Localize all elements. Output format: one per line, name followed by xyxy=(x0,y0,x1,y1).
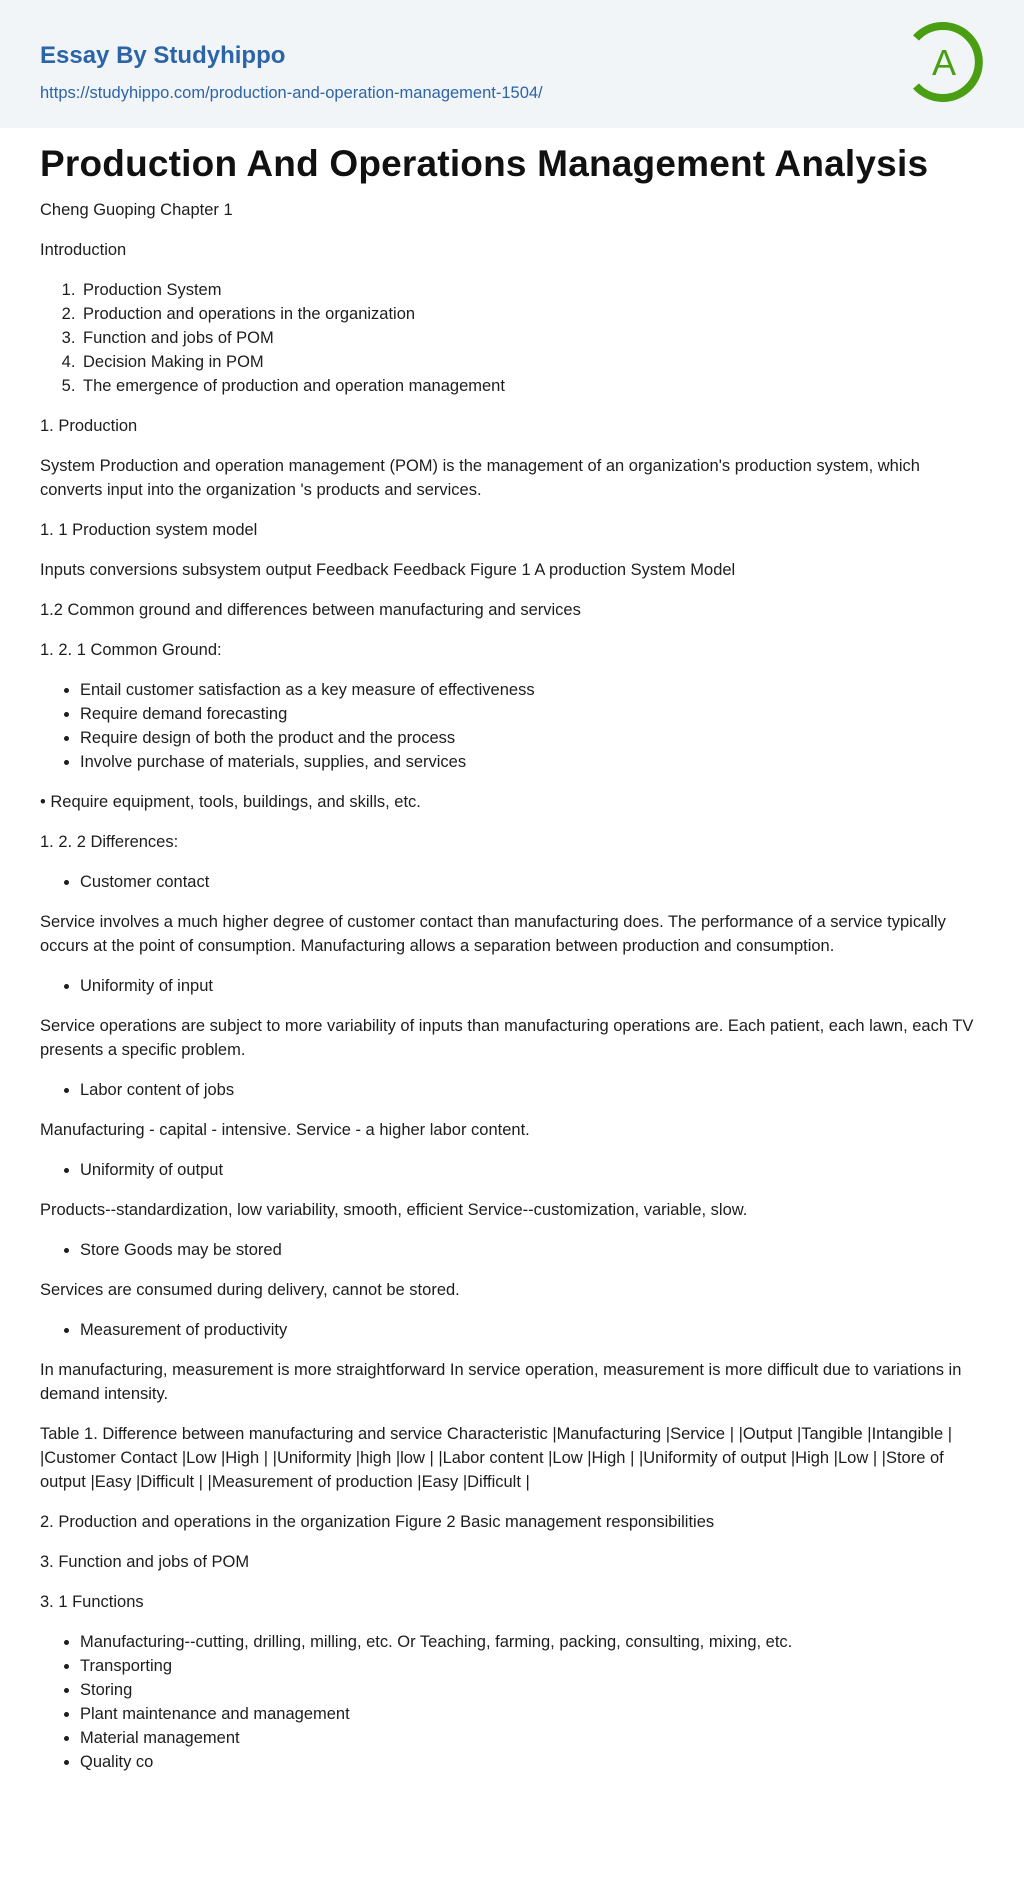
list-item: 3. Function and jobs of POM xyxy=(80,326,984,350)
page-title: Production And Operations Management Analysis xyxy=(40,143,929,184)
bullet-list xyxy=(40,1630,984,1774)
source-url-link[interactable]: https://studyhippo.com/production-and-operation-management-1504/ xyxy=(40,84,543,102)
list-item: • Customer contact xyxy=(80,870,984,894)
list-item: • Entail customer satisfaction as a key measure of effectiveness xyxy=(80,678,984,702)
list-item: • Require demand forecasting xyxy=(80,702,984,726)
bullet-list xyxy=(40,1318,984,1342)
logo-letter: A xyxy=(931,42,957,83)
paragraph: • Require equipment, tools, buildings, and skills, etc. xyxy=(40,793,421,811)
list-item: • Plant maintenance and management xyxy=(80,1702,984,1726)
bullet-list xyxy=(40,1238,984,1262)
studyhippo-logo-icon[interactable] xyxy=(902,20,986,104)
site-header xyxy=(0,0,1024,128)
bullet-list xyxy=(40,870,984,894)
list-item: • Storing xyxy=(80,1678,984,1702)
essay-body xyxy=(40,198,984,1774)
list-item: 2. Production and operations in the organization xyxy=(80,302,984,326)
bullet-list xyxy=(40,1078,984,1102)
paragraph: 2. Production and operations in the organization Figure 2 Basic management responsibilities xyxy=(40,1513,715,1531)
list-item: • Material management xyxy=(80,1726,984,1750)
paragraph: Manufacturing - capital - intensive. Service - a higher labor content. xyxy=(40,1121,530,1139)
brand-title: Essay By Studyhippo xyxy=(40,42,286,69)
list-item: • Involve purchase of materials, supplies, and services xyxy=(80,750,984,774)
list-item: 1. Production System xyxy=(80,278,984,302)
paragraph: Service operations are subject to more variability of inputs than manufacturing operations are. Each patient, each lawn, each TV presents a specific problem. xyxy=(40,1017,974,1059)
essay-content xyxy=(0,128,1024,1774)
paragraph: 1. 2. 2 Differences: xyxy=(40,833,179,851)
list-item: • Measurement of productivity xyxy=(80,1318,984,1342)
list-item: 5. The emergence of production and operation management xyxy=(80,374,984,398)
bullet-list xyxy=(40,974,984,998)
list-item: • Store Goods may be stored xyxy=(80,1238,984,1262)
list-item: • Labor content of jobs xyxy=(80,1078,984,1102)
bullet-list xyxy=(40,678,984,774)
paragraph: In manufacturing, measurement is more straightforward In service operation, measurement is more difficult due to variations in demand intensity. xyxy=(40,1361,962,1403)
paragraph: 3. Function and jobs of POM xyxy=(40,1553,250,1571)
paragraph: 1. 1 Production system model xyxy=(40,521,258,539)
paragraph: 1. 2. 1 Common Ground: xyxy=(40,641,222,659)
paragraph: System Production and operation management (POM) is the management of an organization's production system, which converts input into the organization 's products and services. xyxy=(40,457,920,499)
list-item: • Require design of both the product and the process xyxy=(80,726,984,750)
paragraph: Introduction xyxy=(40,241,127,259)
list-item: • Quality co xyxy=(80,1750,984,1774)
paragraph: Inputs conversions subsystem output Feedback Feedback Figure 1 A production System Model xyxy=(40,561,736,579)
list-item: • Manufacturing--cutting, drilling, milling, etc. Or Teaching, farming, packing, consulting, mixing, etc. xyxy=(80,1630,984,1654)
paragraph: Cheng Guoping Chapter 1 xyxy=(40,201,233,219)
bullet-list xyxy=(40,1158,984,1182)
paragraph: 3. 1 Functions xyxy=(40,1593,144,1611)
list-item: • Transporting xyxy=(80,1654,984,1678)
numbered-list xyxy=(40,278,984,398)
paragraph: Products--standardization, low variability, smooth, efficient Service--customization, variable, slow. xyxy=(40,1201,748,1219)
paragraph: Services are consumed during delivery, cannot be stored. xyxy=(40,1281,460,1299)
list-item: • Uniformity of input xyxy=(80,974,984,998)
list-item: 4. Decision Making in POM xyxy=(80,350,984,374)
paragraph: 1. Production xyxy=(40,417,138,435)
list-item: • Uniformity of output xyxy=(80,1158,984,1182)
paragraph: Table 1. Difference between manufacturing and service Characteristic |Manufacturing |Service | |Output |Tangible |Intangible | |Customer Contact |Low |High | |Uniformity |high |low | |Labor content |Low |High | |Uniformity of output |High |Low | |Store of output |Easy |Difficult | |Measurement of production |Easy |Difficult | xyxy=(40,1425,953,1491)
paragraph: 1.2 Common ground and differences between manufacturing and services xyxy=(40,601,581,619)
paragraph: Service involves a much higher degree of customer contact than manufacturing does. The performance of a service typically occurs at the point of consumption. Manufacturing allows a separation between production and consumption. xyxy=(40,913,946,955)
